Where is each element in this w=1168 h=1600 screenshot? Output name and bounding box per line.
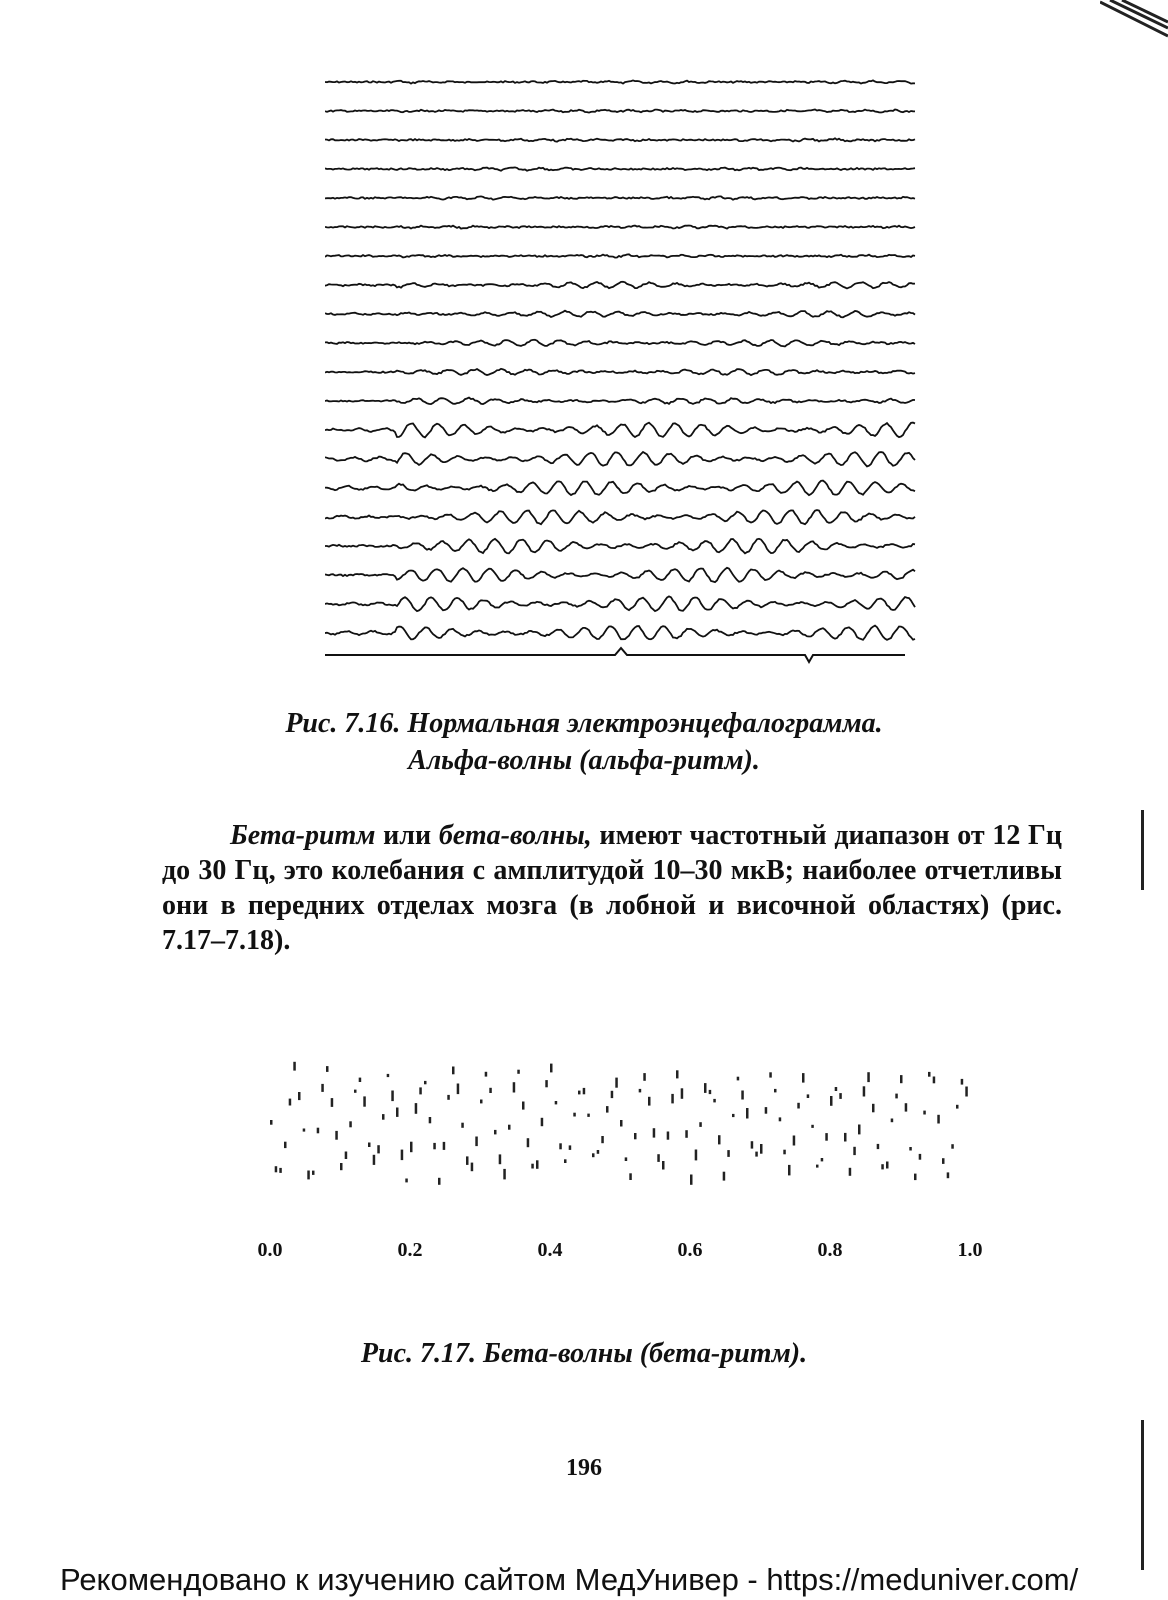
beta-wave-point bbox=[345, 1152, 348, 1160]
beta-wave-point bbox=[863, 1086, 866, 1096]
beta-wave-point bbox=[475, 1137, 478, 1147]
eeg-trace-13 bbox=[325, 423, 915, 438]
beta-wave-point bbox=[741, 1091, 744, 1100]
x-tick-label: 0.4 bbox=[537, 1239, 563, 1261]
beta-wave-point bbox=[438, 1178, 441, 1185]
beta-wave-point bbox=[331, 1098, 334, 1107]
beta-wave-point bbox=[839, 1093, 842, 1099]
beta-wave-point bbox=[732, 1114, 735, 1117]
beta-wave-point bbox=[867, 1072, 870, 1082]
eeg-trace-12 bbox=[325, 398, 915, 405]
beta-wave-point bbox=[517, 1070, 520, 1074]
eeg-trace-14 bbox=[325, 452, 915, 466]
beta-wave-point bbox=[965, 1087, 968, 1097]
beta-wave-point bbox=[368, 1143, 371, 1148]
beta-wave-point bbox=[592, 1153, 595, 1157]
beta-wave-point bbox=[466, 1156, 469, 1165]
beta-wave-point bbox=[531, 1164, 534, 1169]
beta-wave-point bbox=[765, 1107, 768, 1114]
beta-wave-point bbox=[835, 1087, 838, 1091]
beta-wave-point bbox=[662, 1161, 665, 1170]
beta-wave-point bbox=[471, 1163, 474, 1172]
beta-wave-point bbox=[942, 1158, 945, 1164]
scan-edge-right-lower bbox=[1141, 1420, 1144, 1570]
beta-wave-point bbox=[779, 1117, 782, 1121]
beta-wave-point bbox=[895, 1094, 898, 1099]
beta-wave-point bbox=[317, 1128, 320, 1134]
beta-wave-point bbox=[704, 1083, 707, 1093]
beta-wave-point bbox=[573, 1113, 576, 1117]
eeg-trace-8 bbox=[325, 282, 915, 289]
beta-wave-point bbox=[797, 1103, 800, 1109]
beta-wave-point bbox=[289, 1099, 292, 1106]
beta-wave-point bbox=[671, 1094, 674, 1104]
beta-wave-point bbox=[900, 1075, 903, 1083]
beta-wave-point bbox=[788, 1165, 791, 1176]
beta-wave-point bbox=[550, 1064, 553, 1073]
beta-wave-point bbox=[811, 1125, 814, 1128]
figure-1-caption-line1: Рис. 7.16. Нормальная электроэнцефалограмма. bbox=[285, 708, 883, 739]
beta-wave-point bbox=[564, 1159, 567, 1163]
beta-wave-point bbox=[391, 1091, 394, 1102]
body-paragraph bbox=[162, 818, 1062, 958]
beta-wave-point bbox=[559, 1143, 562, 1149]
beta-wave-point bbox=[625, 1157, 628, 1161]
scan-edge-right bbox=[1141, 810, 1144, 890]
beta-wave-point bbox=[321, 1084, 324, 1092]
beta-wave-point bbox=[933, 1077, 936, 1084]
beta-wave-point bbox=[881, 1164, 884, 1169]
beta-wave-point bbox=[303, 1129, 306, 1132]
beta-wave-point bbox=[354, 1090, 357, 1093]
beta-wave-point bbox=[410, 1142, 413, 1153]
beta-wave-point bbox=[783, 1150, 786, 1155]
beta-wave-point bbox=[858, 1125, 861, 1135]
beta-wave-point bbox=[601, 1136, 604, 1143]
eeg-trace-18 bbox=[325, 568, 915, 582]
beta-wave-point bbox=[961, 1079, 964, 1085]
beta-wave-point bbox=[849, 1168, 852, 1176]
eeg-trace-4 bbox=[325, 167, 915, 170]
beta-wave-point bbox=[667, 1132, 670, 1140]
eeg-trace-2 bbox=[325, 110, 915, 113]
beta-wave-point bbox=[578, 1091, 581, 1095]
beta-wave-point bbox=[569, 1145, 572, 1150]
figure-2-caption: Рис. 7.17. Бета-волны (бета-ритм). bbox=[360, 1338, 808, 1369]
eeg-trace-5 bbox=[325, 196, 915, 199]
eeg-alpha-figure bbox=[325, 70, 935, 682]
beta-wave-point bbox=[825, 1133, 828, 1141]
beta-wave-point bbox=[909, 1147, 912, 1151]
beta-wave-point bbox=[956, 1105, 959, 1109]
beta-wave-point bbox=[527, 1138, 530, 1147]
beta-wave-point bbox=[363, 1096, 366, 1106]
beta-wave-point bbox=[335, 1131, 338, 1140]
figure-1-caption bbox=[0, 705, 1168, 779]
x-tick-label: 0.0 bbox=[258, 1239, 283, 1261]
beta-wave-point bbox=[387, 1074, 390, 1077]
beta-wave-point bbox=[611, 1091, 614, 1098]
beta-wave-point bbox=[587, 1114, 590, 1117]
beta-wave-point bbox=[499, 1154, 502, 1164]
beta-wave-point bbox=[713, 1099, 716, 1103]
footer-banner: Рекомендовано к изучению сайтом МедУнивер - https://meduniver.com/ bbox=[60, 1562, 1079, 1597]
beta-wave-point bbox=[793, 1136, 796, 1146]
beta-wave-point bbox=[653, 1128, 656, 1137]
beta-wave-point bbox=[443, 1142, 446, 1150]
beta-wave-point bbox=[821, 1158, 824, 1161]
beta-wave-point bbox=[298, 1092, 301, 1100]
beta-wave-point bbox=[807, 1094, 810, 1098]
beta-wave-figure bbox=[258, 1020, 1008, 1330]
beta-wave-point bbox=[681, 1088, 684, 1099]
beta-wave-point bbox=[685, 1130, 688, 1138]
beta-wave-point bbox=[508, 1125, 511, 1130]
beta-wave-point bbox=[891, 1119, 894, 1123]
beta-wave-point bbox=[279, 1168, 282, 1173]
beta-wave-point bbox=[405, 1179, 408, 1183]
term-beta-waves: бета-волны, bbox=[438, 820, 592, 851]
beta-wave-point bbox=[676, 1070, 679, 1078]
eeg-trace-19 bbox=[325, 596, 915, 611]
beta-wave-point bbox=[690, 1175, 693, 1185]
beta-wave-point bbox=[886, 1162, 889, 1169]
eeg-trace-20 bbox=[325, 626, 915, 640]
beta-wave-point bbox=[522, 1102, 525, 1110]
beta-wave-point bbox=[555, 1101, 558, 1104]
beta-wave-point bbox=[751, 1141, 754, 1148]
beta-wave-point bbox=[433, 1143, 436, 1149]
beta-wave-point bbox=[480, 1100, 483, 1104]
beta-wave-point bbox=[727, 1150, 730, 1157]
beta-wave-point bbox=[928, 1072, 931, 1077]
beta-wave-point bbox=[937, 1115, 940, 1124]
x-tick-label: 0.2 bbox=[397, 1239, 423, 1261]
beta-wave-point bbox=[270, 1120, 273, 1125]
term-beta-rhythm: Бета-ритм bbox=[230, 820, 376, 851]
beta-wave-point bbox=[494, 1130, 497, 1135]
beta-wave-point bbox=[830, 1096, 833, 1106]
beta-wave-point bbox=[503, 1169, 506, 1180]
beta-wave-point bbox=[872, 1104, 875, 1113]
beta-wave-point bbox=[737, 1077, 740, 1081]
beta-wave-point bbox=[755, 1152, 758, 1157]
beta-wave-point bbox=[461, 1123, 464, 1128]
beta-wave-point bbox=[844, 1133, 847, 1142]
beta-wave-point bbox=[583, 1088, 586, 1094]
beta-wave-point bbox=[541, 1118, 544, 1126]
beta-wave-point bbox=[802, 1073, 805, 1083]
eeg-trace-10 bbox=[325, 340, 915, 347]
paragraph-rest: имеют частотный диапазон от 12 Гц до 30 Гц, это колебания с амплитудой 10–30 мкВ; наиболее отчетливы они в передних отделах мозга (в лобной и височной областях) (рис. 7.17–7.18). bbox=[162, 820, 1062, 956]
beta-wave-point bbox=[774, 1089, 777, 1093]
connector-text: или bbox=[375, 820, 439, 851]
beta-wave-point bbox=[424, 1081, 427, 1084]
beta-wave-point bbox=[340, 1163, 343, 1170]
eeg-trace-6 bbox=[325, 226, 915, 229]
eeg-trace-7 bbox=[325, 254, 915, 257]
beta-wave-point bbox=[349, 1121, 352, 1127]
beta-wave-point bbox=[947, 1172, 950, 1178]
beta-wave-point bbox=[914, 1174, 917, 1181]
scan-corner-mark bbox=[1100, 0, 1168, 38]
x-tick-label: 1.0 bbox=[957, 1239, 983, 1261]
eeg-trace-15 bbox=[325, 481, 915, 496]
beta-wave-point bbox=[877, 1144, 880, 1149]
page-number: 196 bbox=[566, 1455, 602, 1481]
beta-wave-point bbox=[307, 1171, 310, 1180]
beta-wave-point bbox=[489, 1088, 492, 1093]
eeg-trace-11 bbox=[325, 369, 915, 375]
beta-wave-point bbox=[382, 1114, 385, 1120]
beta-wave-point bbox=[639, 1089, 642, 1093]
beta-wave-point bbox=[615, 1078, 618, 1088]
eeg-trace-16 bbox=[325, 510, 915, 524]
beta-wave-point bbox=[951, 1144, 954, 1149]
beta-wave-point bbox=[723, 1172, 726, 1181]
beta-wave-point bbox=[429, 1117, 432, 1123]
eeg-trace-17 bbox=[325, 539, 915, 554]
beta-wave-point bbox=[396, 1108, 399, 1117]
beta-wave-point bbox=[816, 1165, 819, 1168]
beta-wave-point bbox=[359, 1078, 362, 1082]
beta-wave-point bbox=[718, 1135, 721, 1144]
beta-wave-point bbox=[597, 1150, 600, 1154]
beta-wave-point bbox=[373, 1155, 376, 1165]
beta-wave-point bbox=[326, 1066, 329, 1072]
beta-wave-point bbox=[606, 1106, 609, 1113]
beta-wave-point bbox=[695, 1150, 698, 1161]
eeg-trace-3 bbox=[325, 138, 915, 141]
beta-wave-point bbox=[919, 1154, 922, 1160]
beta-wave-point bbox=[447, 1095, 450, 1100]
beta-wave-point bbox=[648, 1097, 651, 1106]
beta-wave-point bbox=[452, 1067, 455, 1075]
beta-wave-point bbox=[312, 1171, 315, 1175]
beta-wave-point bbox=[769, 1072, 772, 1077]
beta-wave-point bbox=[643, 1073, 646, 1081]
eeg-trace-1 bbox=[325, 80, 915, 83]
eeg-traces bbox=[325, 70, 935, 682]
beta-wave-point bbox=[746, 1108, 749, 1119]
beta-wave-point bbox=[657, 1154, 660, 1162]
beta-wave-point bbox=[923, 1111, 926, 1115]
beta-wave-point bbox=[905, 1103, 908, 1111]
x-tick-label: 0.8 bbox=[817, 1239, 843, 1261]
beta-wave-point bbox=[620, 1120, 623, 1127]
beta-wave-point bbox=[457, 1084, 460, 1095]
beta-wave-chart bbox=[258, 1020, 1008, 1330]
beta-wave-point bbox=[284, 1142, 287, 1148]
beta-wave-point bbox=[293, 1062, 296, 1071]
beta-wave-point bbox=[699, 1122, 702, 1127]
eeg-marker-line bbox=[325, 648, 905, 662]
beta-wave-point bbox=[629, 1173, 632, 1180]
beta-wave-point bbox=[275, 1166, 278, 1172]
x-tick-label: 0.6 bbox=[677, 1239, 703, 1261]
beta-wave-point bbox=[545, 1080, 548, 1087]
beta-wave-point bbox=[419, 1087, 422, 1094]
eeg-trace-9 bbox=[325, 311, 915, 318]
beta-wave-point bbox=[513, 1082, 516, 1092]
figure-1-caption-line2: Альфа-волны (альфа-ритм). bbox=[408, 745, 760, 776]
beta-wave-point bbox=[709, 1090, 712, 1094]
beta-wave-point bbox=[634, 1133, 637, 1139]
beta-wave-point bbox=[536, 1160, 539, 1169]
beta-wave-point bbox=[377, 1145, 380, 1153]
beta-wave-point bbox=[415, 1103, 418, 1114]
beta-wave-point bbox=[760, 1144, 763, 1154]
beta-wave-point bbox=[853, 1147, 856, 1155]
beta-wave-point bbox=[401, 1150, 404, 1161]
beta-wave-point bbox=[485, 1072, 488, 1077]
